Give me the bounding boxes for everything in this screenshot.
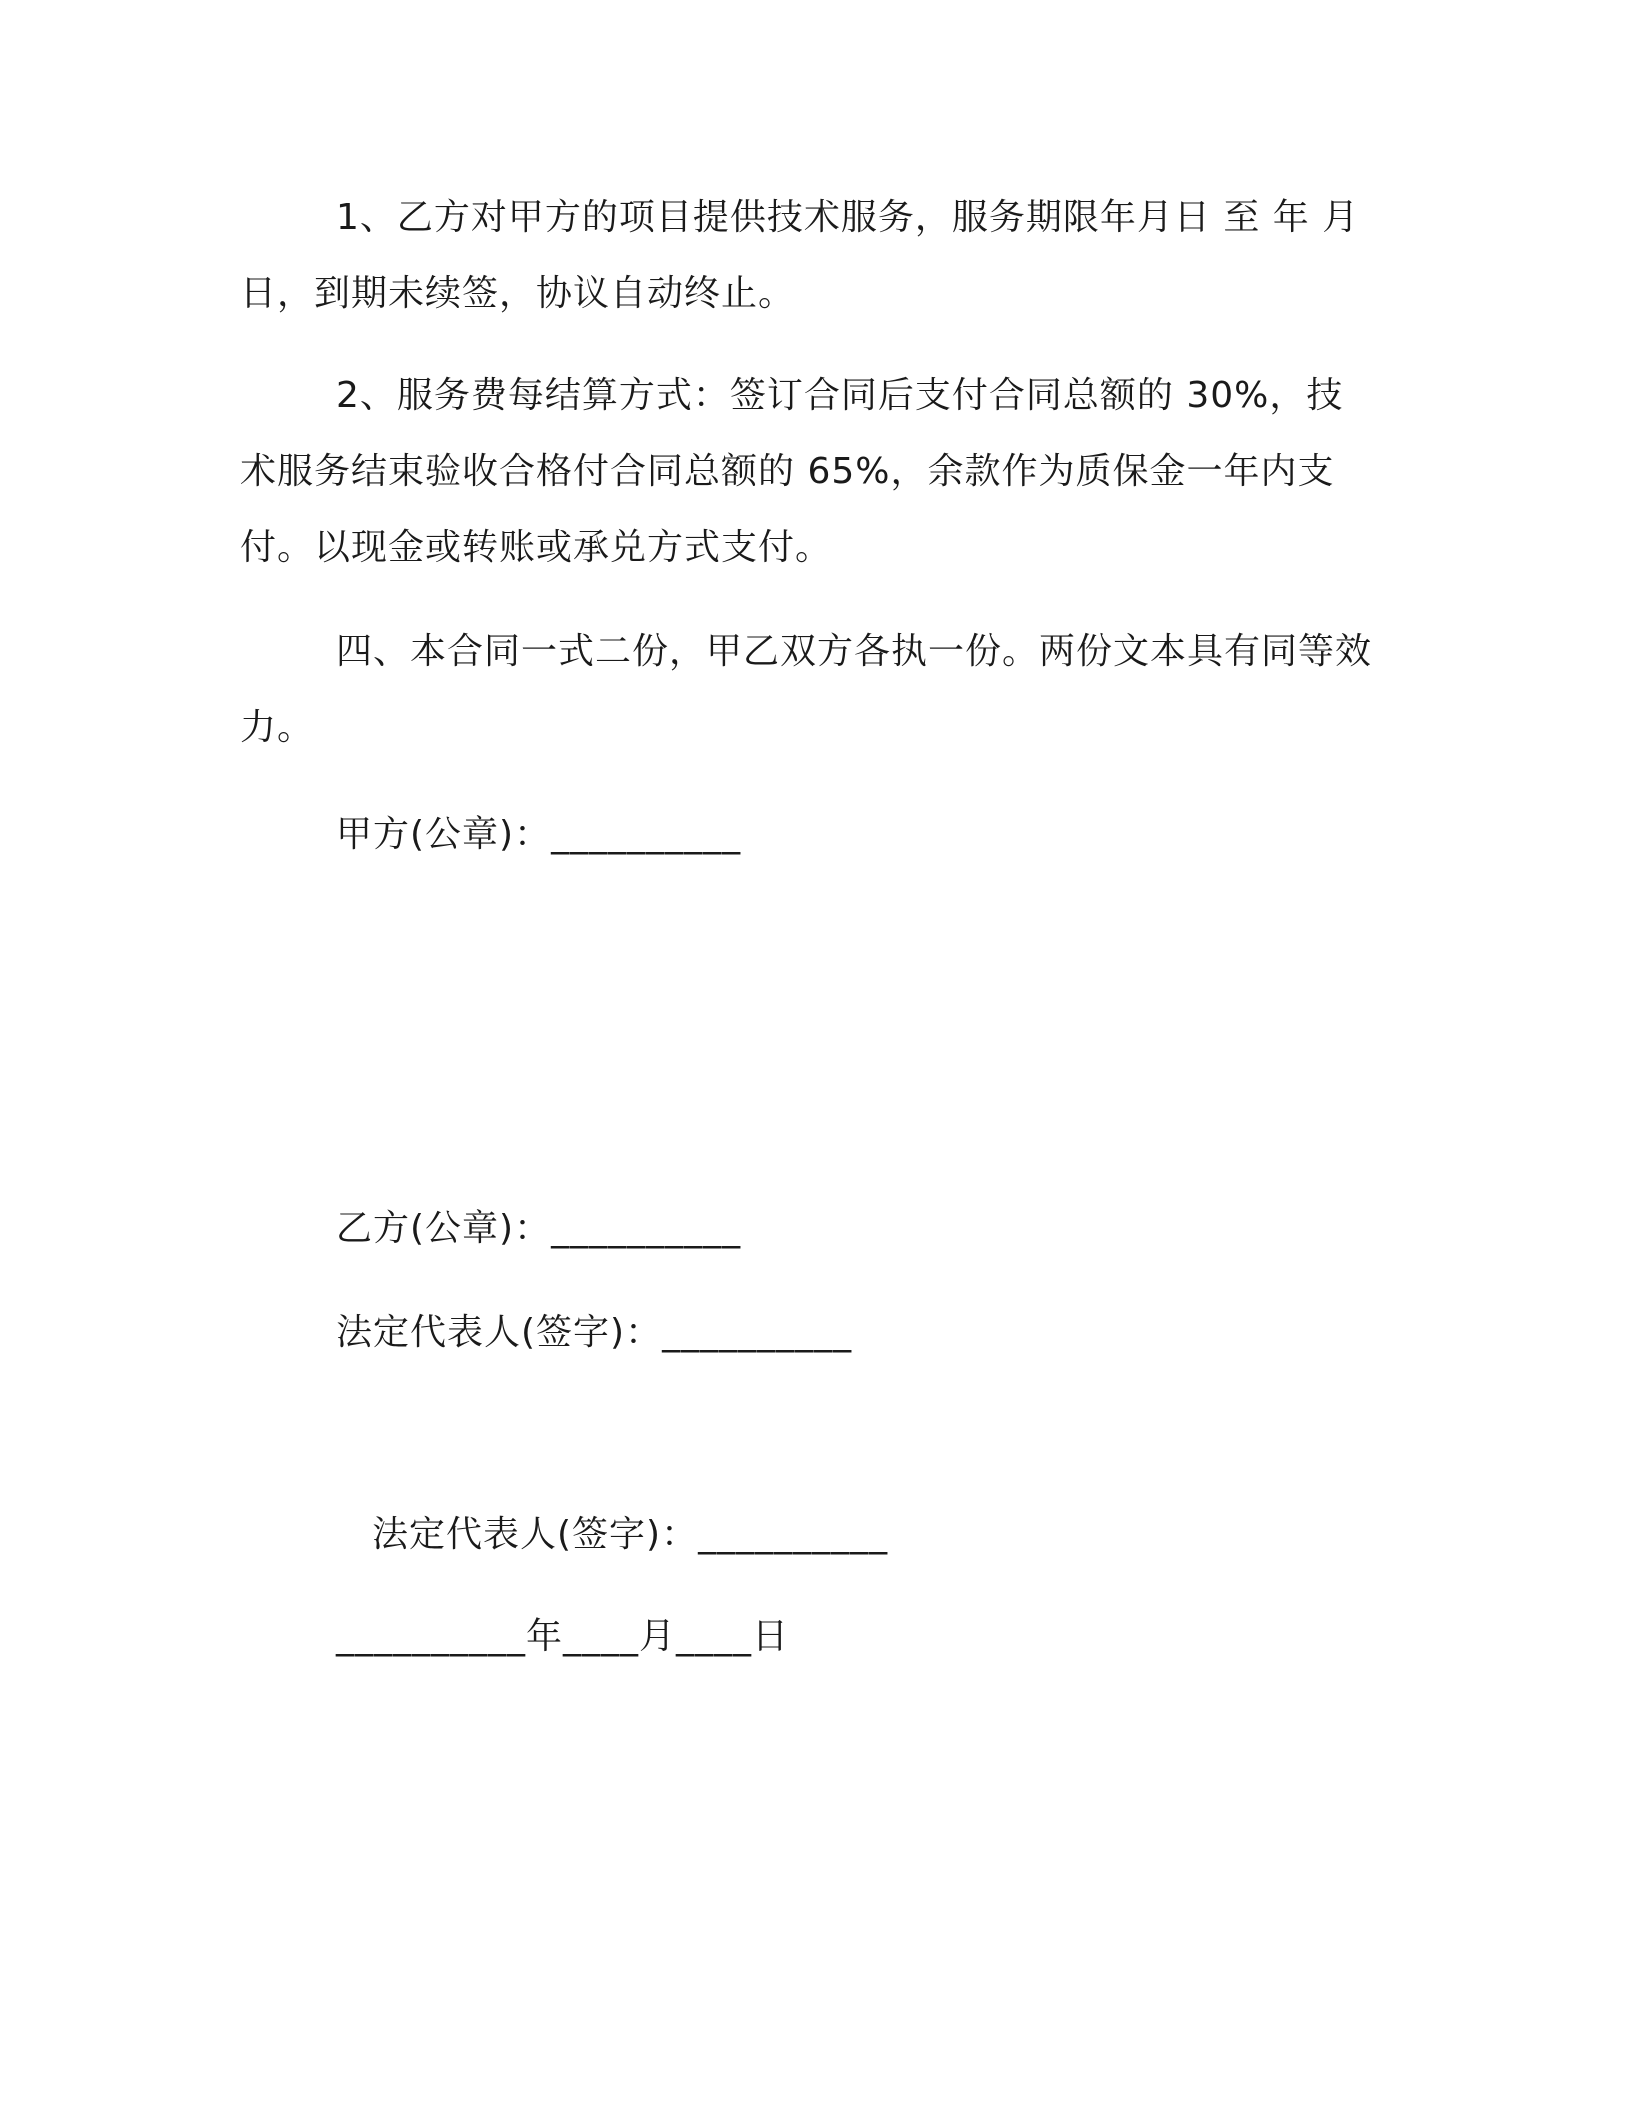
- legal-representative-signature-line-2: 法定代表人(签字)：__________: [372, 1514, 889, 1555]
- date-line: __________年____月____日: [336, 1616, 789, 1657]
- clause-service-period: 1、乙方对甲方的项目提供技术服务，服务期限年月日 至 年 月日，到期未续签，协议自动终止。: [240, 197, 1360, 314]
- party-b-seal-line: 乙方(公章)：__________: [336, 1208, 742, 1249]
- clause-payment-terms: 2、服务费每结算方式：签订合同后支付合同总额的 30%，技术服务结束验收合格付合同总额的 65%，余款作为质保金一年内支付。以现金或转账或承兑方式支付。: [240, 375, 1344, 568]
- party-a-seal-line: 甲方(公章)：__________: [336, 814, 742, 855]
- legal-representative-signature-line: 法定代表人(签字)：__________: [336, 1312, 853, 1353]
- clause-copies: 四、本合同一式二份，甲乙双方各执一份。两份文本具有同等效力。: [240, 631, 1373, 748]
